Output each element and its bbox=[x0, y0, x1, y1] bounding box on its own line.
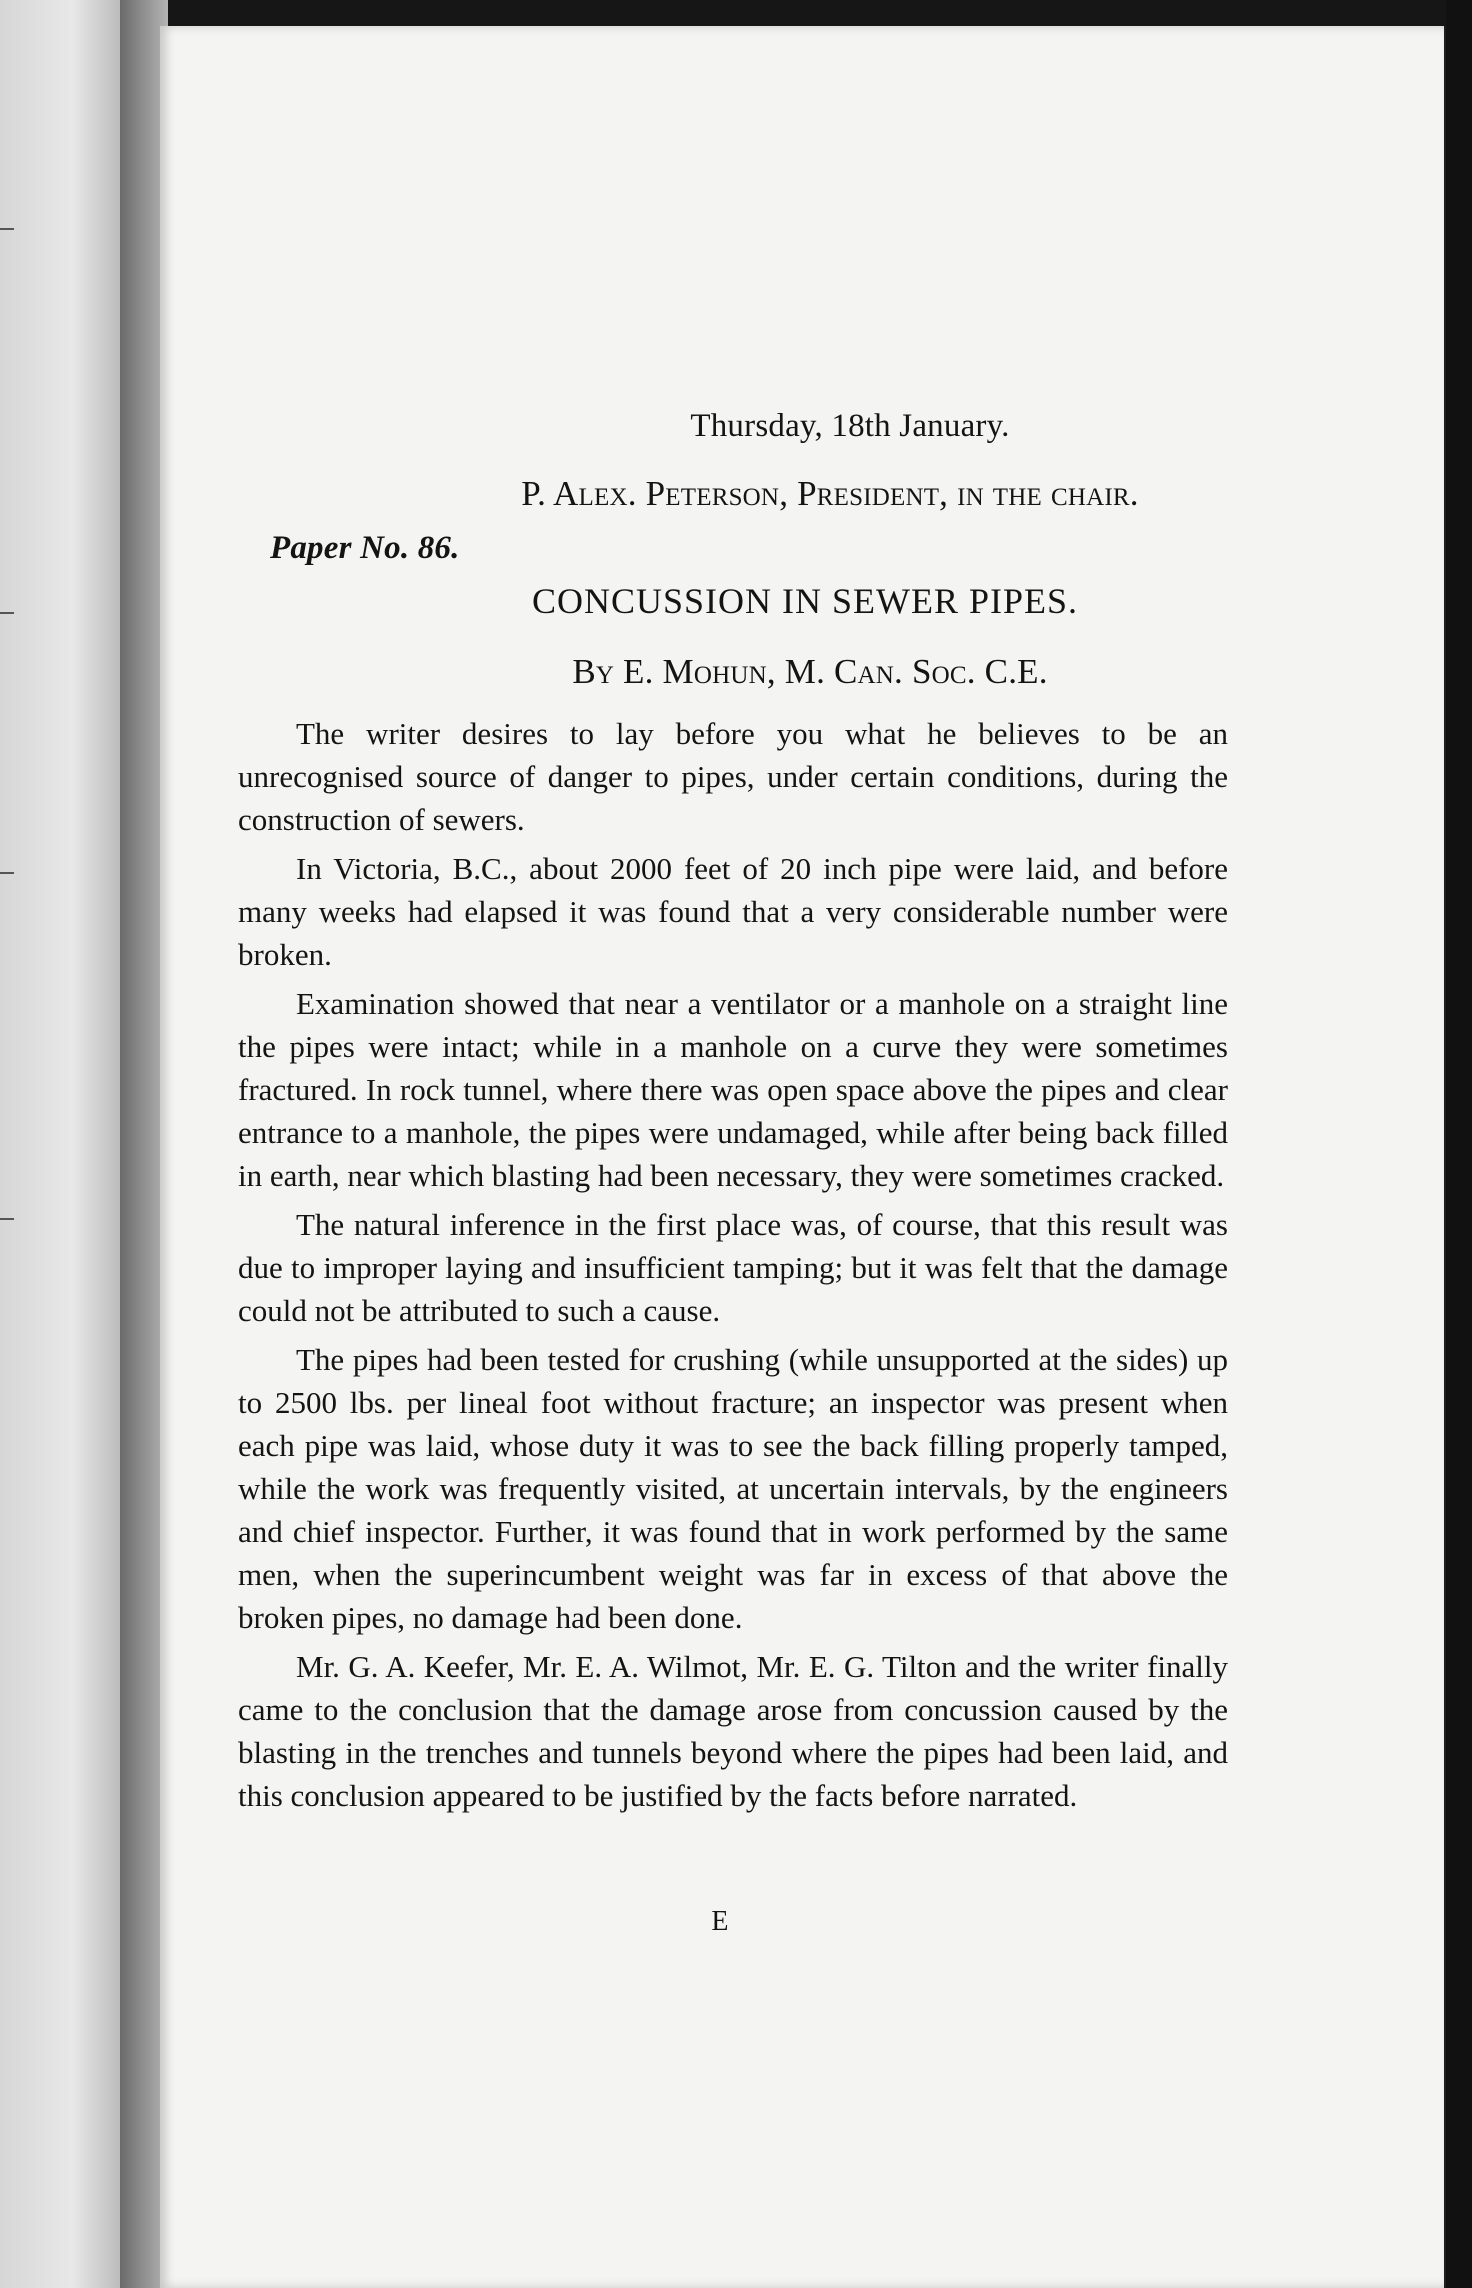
author-byline: By E. Mohun, M. Can. Soc. C.E. bbox=[572, 652, 1048, 691]
paragraph: The pipes had been tested for crushing (while unsupported at the sides) up to 2500 lbs. per lineal foot without fracture; an inspector was present when each pipe was laid, whose duty it was to see the back filling properly tamped, while the work was frequently visited, at uncertain intervals, by the engineers and chief inspector. Further, it was found that in work performed by the same men, when the superincumbent weight was far in excess of that above the broken pipes, no damage had been done. bbox=[238, 1342, 1228, 1635]
left-page-rule bbox=[0, 612, 14, 614]
scan-top-edge bbox=[0, 0, 1472, 26]
paragraph: In Victoria, B.C., about 2000 feet of 20 inch pipe were laid, and before many weeks had elapsed it was found that a very considerable number were broken. bbox=[238, 851, 1228, 972]
left-page-rule bbox=[0, 872, 14, 874]
chair-line: P. Alex. Peterson, President, in the chair. bbox=[521, 474, 1139, 513]
article-body bbox=[238, 712, 1228, 1823]
paragraph: Examination showed that near a ventilator or a manhole on a straight line the pipes were intact; while in a manhole on a curve they were sometimes fractured. In rock tunnel, where there was open space above the pipes and clear entrance to a manhole, the pipes were undamaged, while after being back filled in earth, near which blasting had been necessary, they were sometimes cracked. bbox=[238, 986, 1228, 1193]
paragraph: The natural inference in the first place was, of course, that this result was due to improper laying and insufficient tamping; but it was felt that the damage could not be attributed to such a cause. bbox=[238, 1207, 1228, 1328]
scan-right-edge bbox=[1446, 0, 1472, 2288]
paragraph: The writer desires to lay before you what he believes to be an unrecognised source of danger to pipes, under certain conditions, during the construction of sewers. bbox=[238, 716, 1228, 837]
left-page-rule bbox=[0, 228, 14, 230]
left-page-rule bbox=[0, 1218, 14, 1220]
meeting-date: Thursday, 18th January. bbox=[690, 408, 1010, 444]
left-facing-page bbox=[0, 0, 120, 2288]
signature-mark: E bbox=[711, 1906, 729, 1937]
paper-number: Paper No. 86. bbox=[270, 530, 460, 566]
paragraph: Mr. G. A. Keefer, Mr. E. A. Wilmot, Mr. E. G. Tilton and the writer finally came to the conclusion that the damage arose from concussion caused by the blasting in the trenches and tunnels beyond where the pipes had been laid, and this conclusion appeared to be justified by the facts before narrated. bbox=[238, 1649, 1228, 1813]
article-title: CONCUSSION IN SEWER PIPES. bbox=[531, 581, 1079, 621]
